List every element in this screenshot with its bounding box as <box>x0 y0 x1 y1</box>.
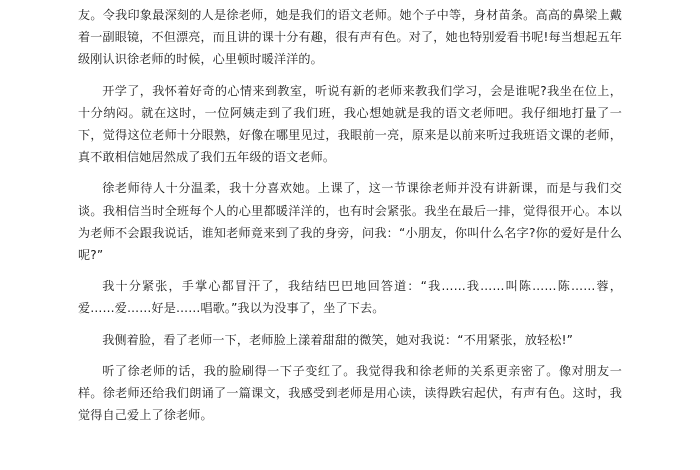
paragraph-5: 我侧着脸，看了老师一下，老师脸上漾着甜甜的微笑，她对我说：“不用紧张，放轻松!” <box>102 332 574 347</box>
paragraph-2: 开学了，我怀着好奇的心情来到教室，听说有新的老师来教我们学习，会是谁呢?我坐在位上，十分纳闷。就在这时，一位阿姨走到了我们班，我心想她就是我的语文老师吧。我仔细地打量了一下，觉得这位老师十分眼熟，好像在哪里见过，我眼前一亮，原来是以前来听过我班语文课的老师，真不敢相信她居然成了我们五年级的语文老师。 <box>78 83 622 165</box>
paragraph-4: 我十分紧张，手掌心都冒汗了，我结结巴巴地回答道：“我……我……叫陈……陈……蓉，爱……爱……好是……唱歌。”我以为没事了，坐了下去。 <box>78 279 622 316</box>
document-body <box>78 0 622 426</box>
paragraph-6: 听了徐老师的话，我的脸刷得一下子变红了。我觉得我和徐老师的关系更亲密了。像对朋友一样。徐老师还给我们朗诵了一篇课文，我感受到老师是用心读，读得跌宕起伏，有声有色。这时，我觉得自己爱上了徐老师。 <box>78 363 622 423</box>
paragraph-1: 友。令我印象最深刻的人是徐老师，她是我们的语文老师。她个子中等，身材苗条。高高的鼻梁上戴着一副眼镜，不但漂亮，而且讲的课十分有趣，很有声有色。对了，她也特别爱看书呢!每当想起五年级刚认识徐老师的时候，心里顿时暖洋洋的。 <box>78 8 622 67</box>
page-bottom-edge <box>0 456 700 470</box>
paragraph-3: 徐老师待人十分温柔，我十分喜欢她。上课了，这一节课徐老师并没有讲新课，而是与我们交谈。我相信当时全班每个人的心里都暖洋洋的，也有时会紧张。我坐在最后一排，觉得很开心。本以为老师不会跟我说话，谁知老师竟来到了我的身旁，问我：“小朋友，你叫什么名字?你的爱好是什么呢?” <box>78 181 622 263</box>
